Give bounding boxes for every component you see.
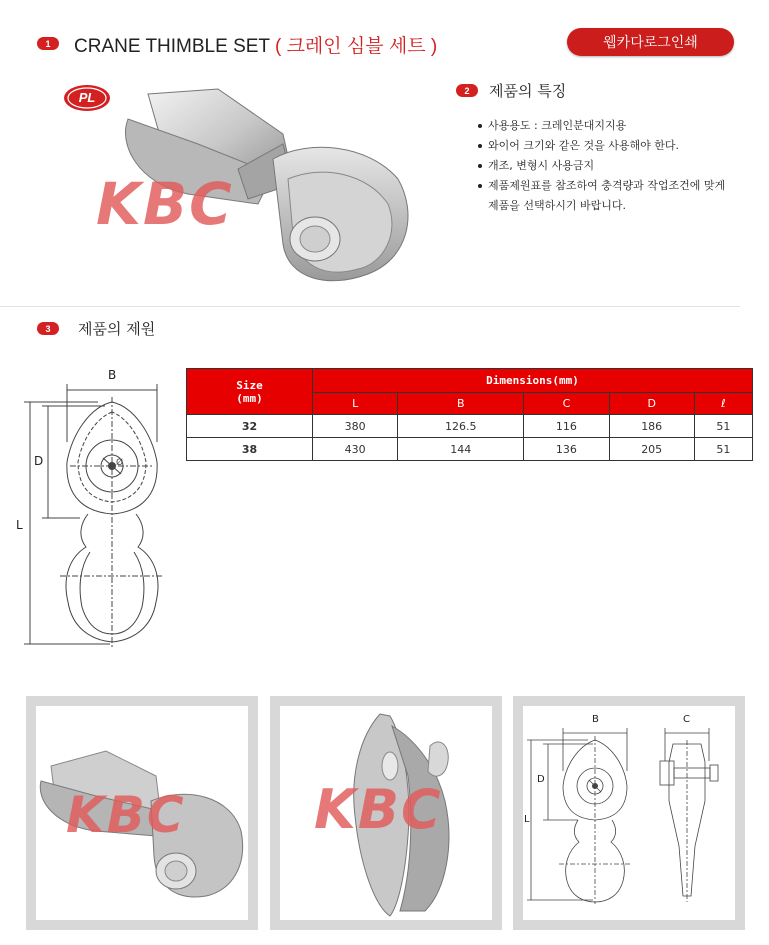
thumb-dimension-label-b: B (592, 714, 599, 725)
feature-item: 개조, 변형시 사용금지 (476, 156, 751, 176)
dimension-label-l: L (16, 518, 23, 532)
table-cell-size: 32 (187, 415, 313, 438)
dimension-label-phi: Ø (116, 458, 124, 468)
table-cell: 186 (609, 415, 694, 438)
title-english: CRANE THIMBLE SET (74, 36, 270, 57)
size-header (187, 369, 313, 415)
size-header-label: Size (236, 378, 263, 392)
column-header-c: C (524, 393, 609, 415)
thumbnail-3-drawing (523, 706, 735, 920)
column-header-ell: ℓ (694, 393, 752, 415)
thumb-dimension-label-c: C (683, 714, 690, 725)
dimension-label-b: B (108, 368, 117, 382)
title-korean: ( 크레인 심블 세트 ) (274, 36, 438, 57)
table-cell-size: 38 (187, 438, 313, 461)
feature-item: 와이어 크기와 같은 것을 사용해야 한다. (476, 136, 751, 156)
thumbnail-3[interactable] (513, 696, 745, 930)
thumb-dimension-label-d: D (537, 774, 545, 785)
feature-item: 사용용도 : 크레인분대지지용 (476, 116, 751, 136)
table-row (187, 438, 753, 461)
dimensions-table (186, 368, 753, 461)
table-cell: 51 (694, 438, 752, 461)
main-product-image (96, 84, 428, 296)
column-header-d: D (609, 393, 694, 415)
size-header-unit: (mm) (236, 391, 263, 405)
section-divider (0, 306, 740, 307)
table-cell: 126.5 (398, 415, 524, 438)
features-list (476, 116, 751, 216)
table-cell: 205 (609, 438, 694, 461)
dimension-drawing (10, 362, 185, 652)
kbc-watermark: KBC (66, 786, 186, 844)
thumbnail-2[interactable] (270, 696, 502, 930)
features-title: 제품의 특징 (489, 82, 567, 100)
table-cell: 116 (524, 415, 609, 438)
column-header-b: B (398, 393, 524, 415)
feature-item-continued: 제품을 선택하시기 바랍니다. (488, 199, 627, 212)
table-cell: 136 (524, 438, 609, 461)
dimensions-header: Dimensions(mm) (313, 369, 753, 393)
pl-logo (62, 83, 112, 113)
table-row (187, 415, 753, 438)
section-2-badge: 2 (456, 84, 478, 97)
section-1-badge: 1 (37, 37, 59, 50)
kbc-watermark: KBC (314, 778, 443, 841)
kbc-watermark: KBC (96, 170, 234, 238)
feature-item: 제품제원표를 참조하여 충격량과 작업조건에 맞게 (476, 176, 751, 196)
column-header-l: L (313, 393, 398, 415)
page-title (74, 31, 437, 58)
table-cell: 430 (313, 438, 398, 461)
thumb-dimension-label-l: L (524, 814, 530, 825)
pl-logo-text: PL (78, 90, 96, 105)
table-cell: 51 (694, 415, 752, 438)
section-3-badge: 3 (37, 322, 59, 335)
web-catalog-print-button[interactable]: 웹카다로그인쇄 (567, 28, 734, 56)
table-cell: 380 (313, 415, 398, 438)
specs-title: 제품의 제원 (78, 320, 156, 338)
table-cell: 144 (398, 438, 524, 461)
dimension-label-d: D (34, 454, 44, 468)
thumbnail-1[interactable] (26, 696, 258, 930)
